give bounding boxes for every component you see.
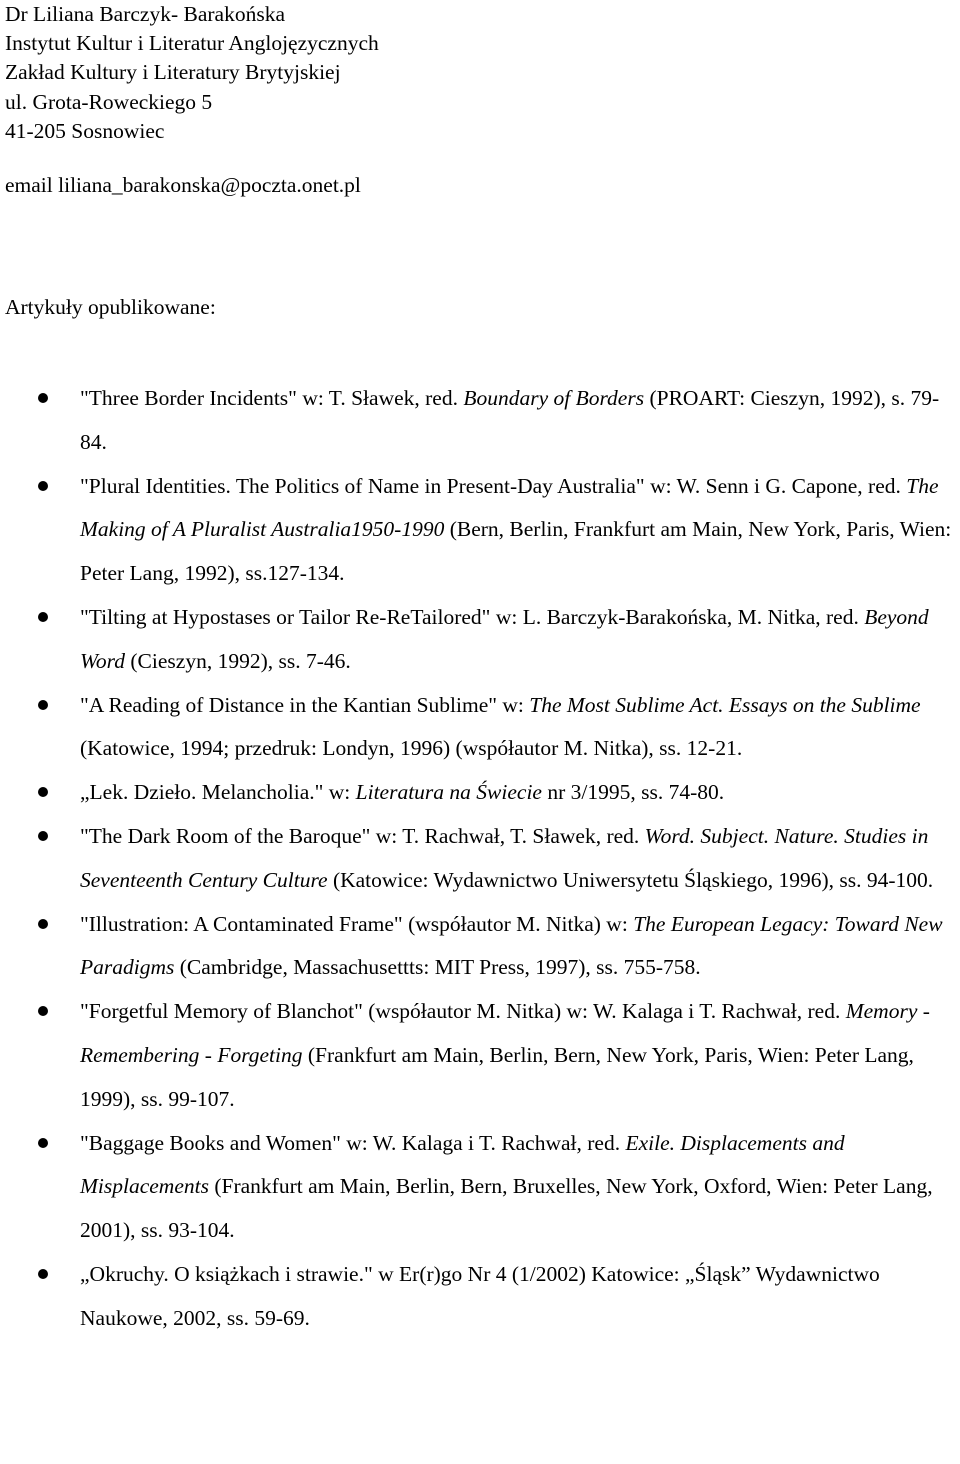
publication-item [0, 815, 960, 903]
publication-text-segment: „Lek. Dzieło. Melancholia." w: [80, 780, 356, 805]
section-title: Artykuły opublikowane: [5, 295, 216, 319]
publication-text [80, 990, 954, 1121]
bullet-icon [38, 831, 48, 841]
publication-text [80, 771, 954, 815]
publication-title-italic: The Making of A Pluralist Australia1950-1990 [80, 473, 939, 542]
publication-title-italic: Literatura na Świecie [355, 780, 542, 805]
bullet-icon [38, 481, 48, 491]
publication-text-segment: "A Reading of Distance in the Kantian Sublime" w: [80, 692, 530, 717]
publication-text-segment: (Cambridge, Massachusettts: MIT Press, 1997), ss. 755-758. [174, 955, 701, 980]
publication-text-segment: "Illustration: A Contaminated Frame" (współautor M. Nitka) w: [80, 911, 634, 936]
city-line: 41-205 Sosnowiec [5, 118, 165, 143]
publication-text-segment: (Katowice, 1994; przedruk: Londyn, 1996) (współautor M. Nitka), ss. 12-21. [80, 736, 743, 761]
publication-text-segment: nr 3/1995, ss. 74-80. [541, 780, 725, 805]
publication-text-segment: "Three Border Incidents" w: T. Sławek, red. [80, 386, 464, 410]
publication-text-segment: (Frankfurt am Main, Berlin, Bern, Bruxelles, New York, Oxford, Wien: Peter Lang, 2001), ss. 93-104. [80, 1174, 933, 1243]
publication-text [80, 1122, 954, 1253]
publication-item [0, 1122, 960, 1253]
publication-item [0, 596, 960, 684]
publication-text [80, 815, 954, 903]
publication-text-segment: (PROART: Cieszyn, 1992), s. 79-84. [80, 386, 940, 454]
bullet-icon [38, 393, 48, 403]
publication-title-italic: Exile. Displacements and Misplacements [80, 1130, 845, 1199]
bullet-icon [38, 1269, 48, 1279]
street-line: ul. Grota-Roweckiego 5 [5, 89, 213, 114]
publication-text-segment: "The Dark Room of the Baroque" w: T. Rachwał, T. Sławek, red. [80, 823, 645, 848]
publication-text [80, 465, 954, 596]
publication-text [80, 596, 954, 684]
bullet-icon [38, 919, 48, 929]
publication-text-segment: "Baggage Books and Women" w: W. Kalaga i T. Rachwał, red. [80, 1130, 626, 1155]
publication-title-italic: Word. Subject. Nature. Studies in Seventeenth Century Culture [80, 823, 929, 892]
publication-item [0, 377, 960, 465]
publication-text-segment: (Cieszyn, 1992), ss. 7-46. [125, 648, 351, 673]
publication-title-italic: Memory - Remembering - Forgeting [80, 999, 930, 1067]
publication-item [0, 1253, 960, 1341]
publication-item [0, 990, 960, 1121]
publication-text-segment: „Okruchy. O książkach i strawie." w Er(r)go Nr 4 (1/2002) Katowice: „Śląsk” Wydawnictwo Naukowe, 2002, ss. 59-69. [80, 1261, 880, 1330]
publication-title-italic: Beyond Word [80, 604, 929, 673]
bullet-icon [38, 1138, 48, 1148]
publication-item [0, 465, 960, 596]
bullet-icon [38, 787, 48, 797]
email-line: email liliana_barakonska@poczta.onet.pl [5, 173, 361, 197]
publication-title-italic: The European Legacy: Toward New Paradigms [80, 911, 943, 980]
bullet-icon [38, 700, 48, 710]
publication-text-segment: (Frankfurt am Main, Berlin, Bern, New York, Paris, Wien: Peter Lang, 1999), ss. 99-107. [80, 1042, 914, 1111]
publication-text [80, 377, 954, 465]
department-line: Zakład Kultury i Literatury Brytyjskiej [5, 60, 341, 85]
publication-text [80, 684, 954, 772]
publication-text-segment: (Katowice: Wydawnictwo Uniwersytetu Śląskiego, 1996), ss. 94-100. [327, 867, 934, 892]
bullet-icon [38, 612, 48, 622]
publication-text-segment: (Bern, Berlin, Frankfurt am Main, New York, Paris, Wien: Peter Lang, 1992), ss.127-134. [80, 517, 952, 586]
publication-item [0, 684, 960, 772]
author-address-block [5, 0, 379, 146]
publication-text-segment: "Tilting at Hypostases or Tailor Re-ReTailored" w: L. Barczyk-Barakońska, M. Nitka, red. [80, 604, 865, 629]
publication-item [0, 771, 960, 815]
author-name: Dr Liliana Barczyk- Barakońska [5, 2, 285, 26]
publication-item [0, 903, 960, 991]
bullet-icon [38, 1006, 48, 1016]
publication-text-segment: "Plural Identities. The Politics of Name in Present-Day Australia" w: W. Senn i G. Capone, red. [80, 473, 907, 498]
publication-text [80, 903, 954, 991]
publication-title-italic: Boundary of Borders [463, 386, 645, 410]
publication-text [80, 1253, 954, 1341]
institute-line: Instytut Kultur i Literatur Anglojęzycznych [5, 31, 379, 56]
publication-title-italic: The Most Sublime Act. Essays on the Sublime [529, 692, 921, 717]
publication-text-segment: "Forgetful Memory of Blanchot" (współautor M. Nitka) w: W. Kalaga i T. Rachwał, red. [80, 999, 846, 1024]
publication-list [0, 377, 960, 1341]
